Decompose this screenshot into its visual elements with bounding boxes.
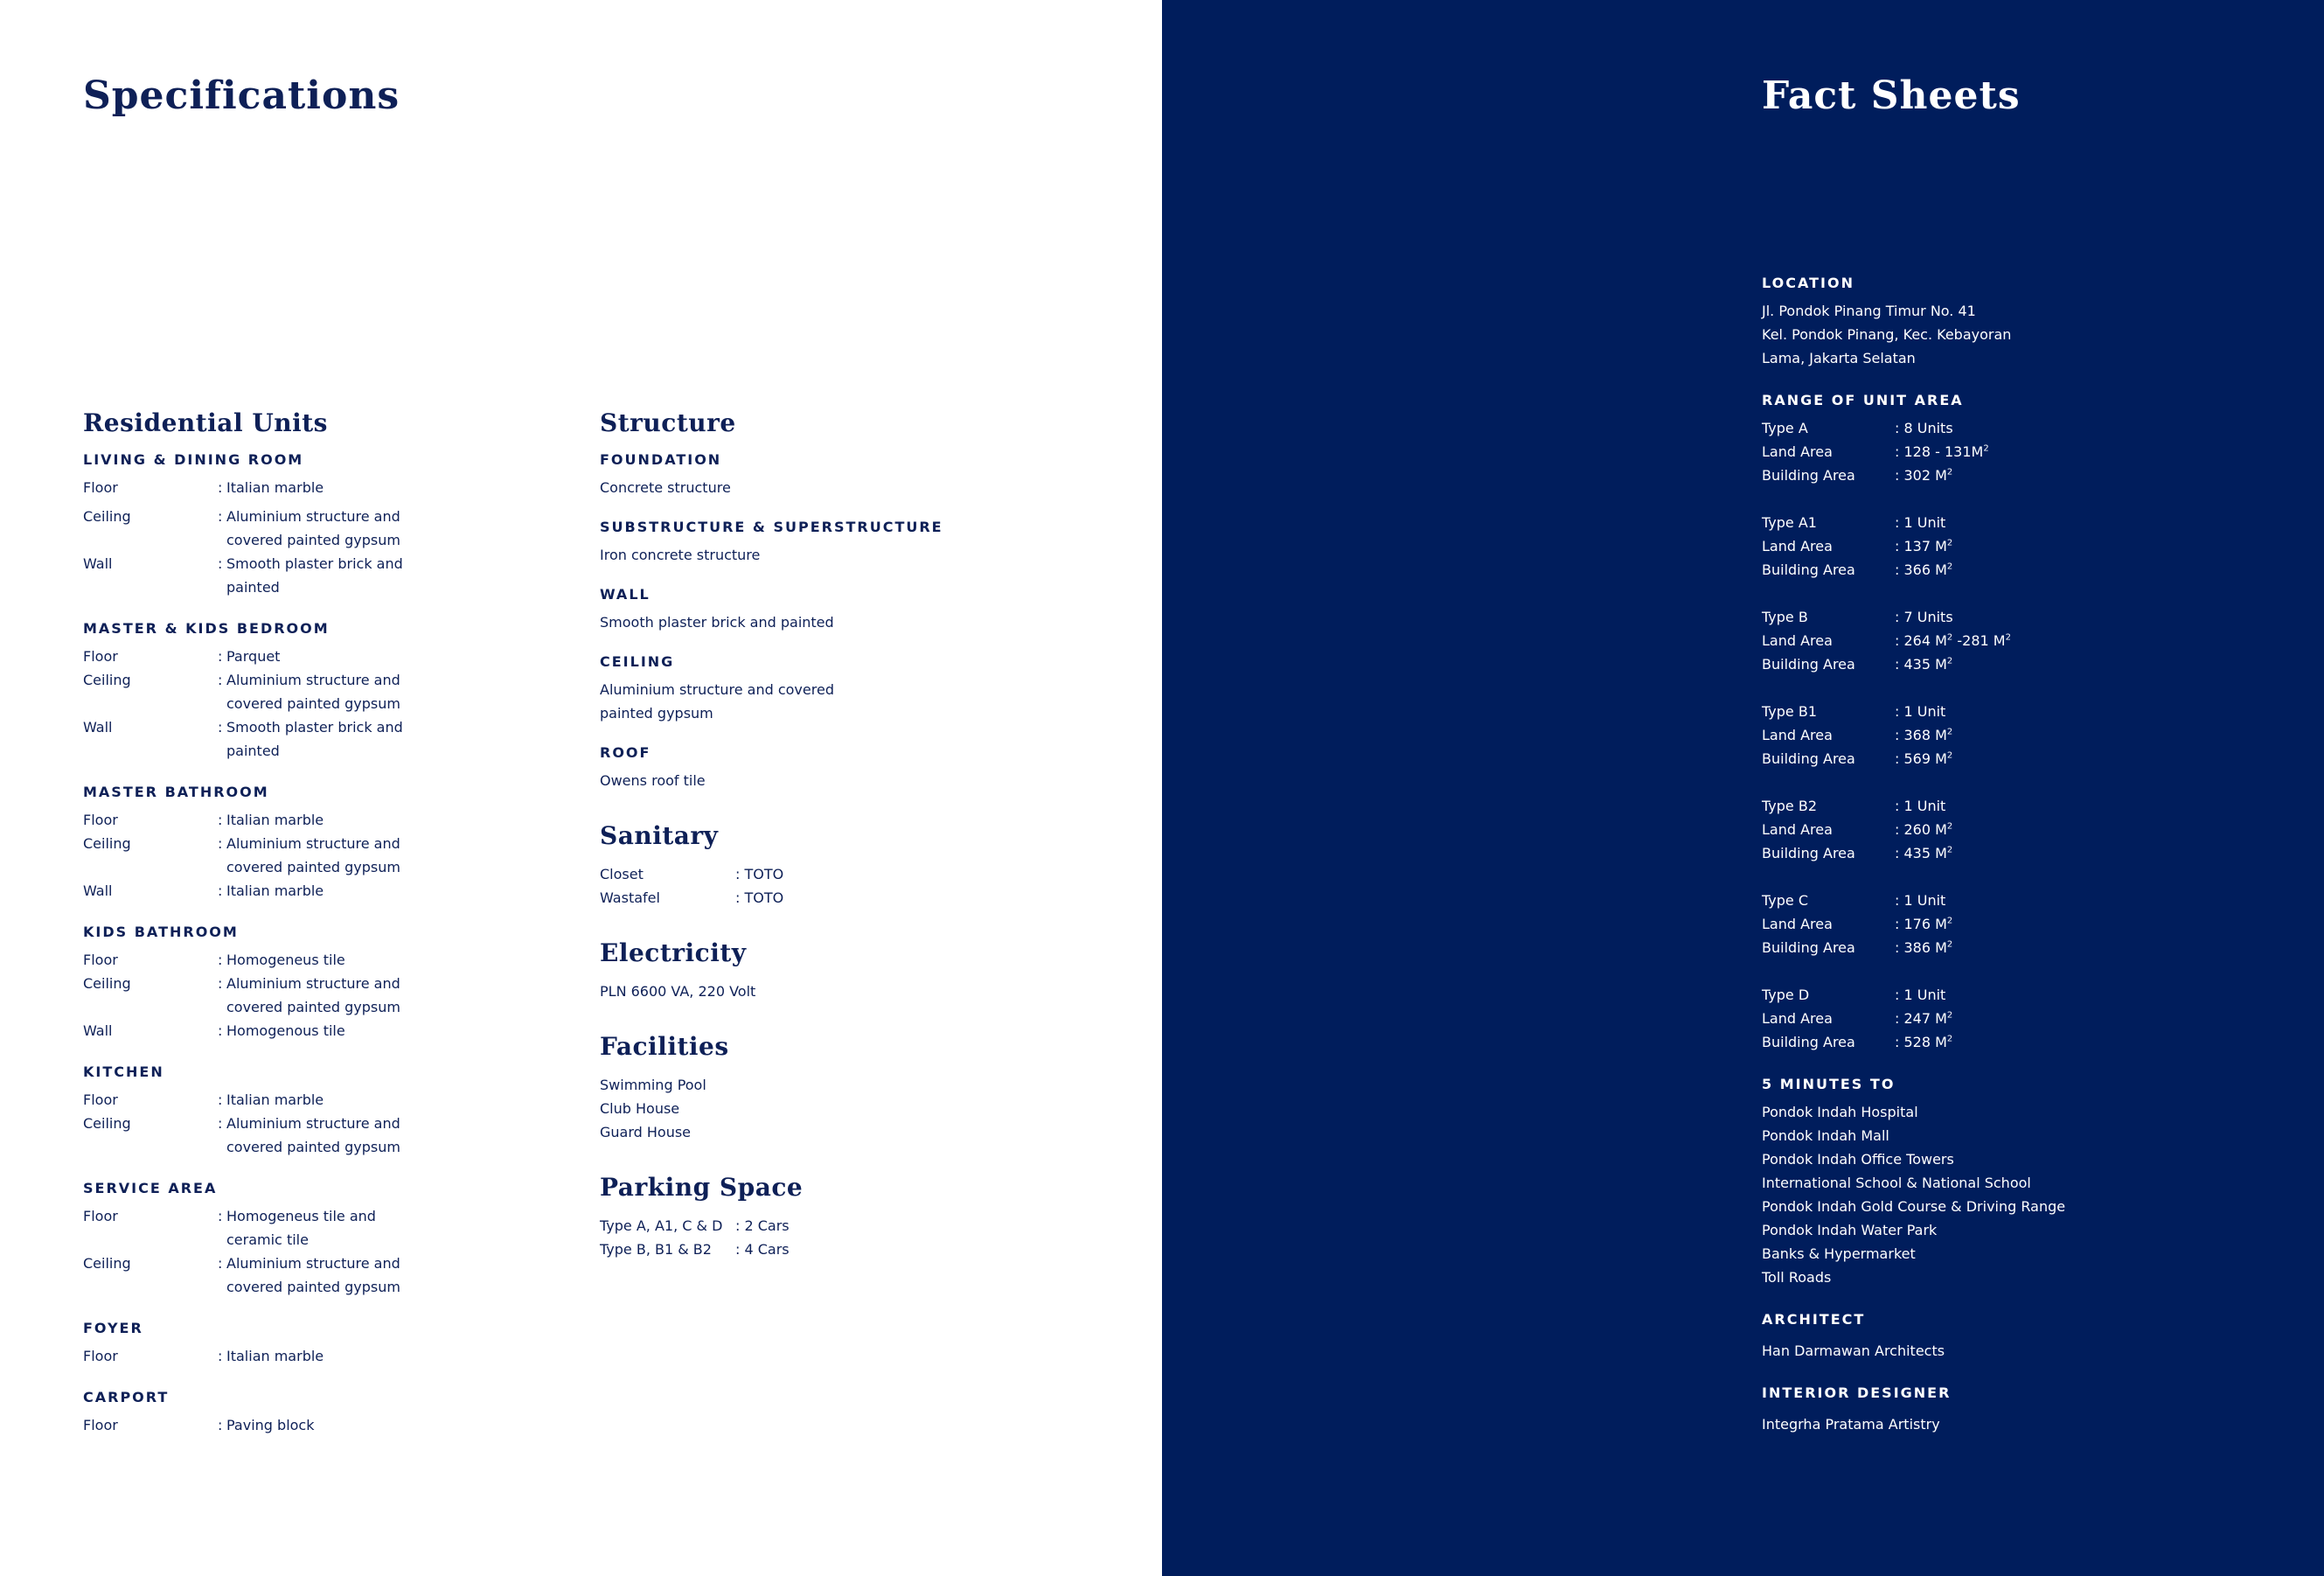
spec-key: Floor	[83, 1091, 118, 1108]
spec-value: : Aluminium structure and covered painted gypsum	[218, 1112, 419, 1159]
facility-item: Club House	[600, 1100, 680, 1117]
unit-count: : 8 Units	[1895, 420, 1953, 436]
structure-item	[600, 655, 1054, 725]
residential-units-column	[83, 408, 503, 1460]
kv-value-text: 2 Cars	[744, 1217, 790, 1234]
spec-key: Ceiling	[83, 672, 131, 688]
room-name: FOYER	[83, 1320, 143, 1336]
building-area-value: : 386 $M^2$	[1895, 939, 1953, 956]
unit-count-text: 1 Unit	[1903, 892, 1946, 909]
spec-value-text: Aluminium structure and covered painted gypsum	[226, 1255, 400, 1295]
unit-type-row	[1762, 983, 2286, 1007]
unit-type-name: Type B1	[1762, 703, 1817, 720]
structure-column	[600, 408, 1054, 1261]
spec-value-text: Homogenous tile	[226, 1022, 345, 1039]
unit-count: : 1 Unit	[1895, 892, 1946, 909]
spec-row	[83, 1112, 503, 1159]
minutes-label: 5 MINUTES TO	[1762, 1076, 1896, 1092]
structure-value: Iron concrete structure	[600, 547, 761, 563]
room-group	[83, 925, 503, 1043]
architect-value: Han Darmawan Architects	[1762, 1342, 1945, 1359]
nearby-list	[1762, 1100, 2286, 1289]
spec-row	[83, 808, 503, 832]
spec-key: Floor	[83, 1208, 118, 1224]
room-group	[83, 785, 503, 903]
kv-value: : 2 Cars	[735, 1217, 790, 1234]
unit-count: : 7 Units	[1895, 609, 1953, 625]
land-area-label: Land Area	[1762, 727, 1833, 743]
unit-count: : 1 Unit	[1895, 798, 1946, 814]
unit-count: : 1 Unit	[1895, 514, 1946, 531]
building-area-text: 528 M	[1903, 1034, 1947, 1050]
building-area-row	[1762, 464, 2286, 487]
spec-value: : Aluminium structure and covered painted gypsum	[218, 972, 419, 1019]
spec-value-text: Smooth plaster brick and painted	[226, 555, 403, 596]
room-name: KITCHEN	[83, 1063, 164, 1080]
spec-key: Floor	[83, 952, 118, 968]
room-group	[83, 1321, 503, 1368]
spec-key: Floor	[83, 479, 118, 496]
building-area-label: Building Area	[1762, 561, 1855, 578]
section-title-electricity: Electricity	[600, 938, 747, 967]
room-name: MASTER BATHROOM	[83, 784, 269, 800]
unit-type-block	[1762, 416, 2286, 487]
spec-key: Wall	[83, 1022, 113, 1039]
room-name: KIDS BATHROOM	[83, 924, 239, 940]
building-area-text: 366 M	[1903, 561, 1947, 578]
unit-count-text: 1 Unit	[1903, 514, 1946, 531]
kv-value-text: 4 Cars	[744, 1241, 790, 1258]
location-label: LOCATION	[1762, 275, 1854, 291]
nearby-item: Banks & Hypermarket	[1762, 1245, 1916, 1262]
structure-item	[600, 520, 1054, 567]
spec-value-text: Aluminium structure and covered painted gypsum	[226, 508, 400, 548]
spec-key: Wall	[83, 555, 113, 572]
spec-value: : Homogenous tile	[218, 1019, 419, 1043]
spec-row	[83, 972, 503, 1019]
electricity-value: PLN 6600 VA, 220 Volt	[600, 983, 756, 1000]
land-area-value: : 247 $M^2$	[1895, 1010, 1953, 1027]
unit-type-name: Type A1	[1762, 514, 1817, 531]
spec-row	[83, 1344, 503, 1368]
spec-value-text: Aluminium structure and covered painted gypsum	[226, 835, 400, 875]
section-title-residential: Residential Units	[83, 408, 328, 437]
nearby-item: Pondok Indah Water Park	[1762, 1222, 1938, 1238]
unit-type-block	[1762, 605, 2286, 676]
spec-row	[83, 668, 503, 715]
spec-value-text: Aluminium structure and covered painted gypsum	[226, 975, 400, 1015]
unit-type-name: Type B2	[1762, 798, 1817, 814]
room-name: MASTER & KIDS BEDROOM	[83, 620, 330, 637]
kv-row	[600, 862, 1054, 886]
land-area-text: 137 M	[1903, 538, 1947, 554]
spec-row	[83, 715, 503, 763]
land-area-row	[1762, 440, 2286, 464]
building-area-value: : 366 $M^2$	[1895, 561, 1953, 578]
building-area-value: : 528 $M^2$	[1895, 1034, 1953, 1050]
unit-count: : 1 Unit	[1895, 703, 1946, 720]
structure-value: Smooth plaster brick and painted	[600, 614, 834, 631]
spec-key: Ceiling	[83, 1255, 131, 1272]
structure-name: FOUNDATION	[600, 451, 722, 468]
room-group	[83, 453, 503, 599]
unit-type-name: Type C	[1762, 892, 1809, 909]
parking-list	[600, 1214, 1054, 1261]
land-area-text: 247 M	[1903, 1010, 1947, 1027]
room-group	[83, 622, 503, 763]
kv-value-text: TOTO	[744, 866, 784, 882]
land-area-label: Land Area	[1762, 821, 1833, 838]
section-title-facilities: Facilities	[600, 1032, 729, 1061]
spec-key: Floor	[83, 648, 118, 665]
building-area-row	[1762, 558, 2286, 582]
spec-key: Floor	[83, 812, 118, 828]
spec-value-text: Italian marble	[226, 1348, 324, 1364]
range-label: RANGE OF UNIT AREA	[1762, 392, 1964, 408]
building-area-row	[1762, 1030, 2286, 1054]
spec-key: Wall	[83, 719, 113, 736]
spec-row	[83, 1088, 503, 1112]
unit-type-block	[1762, 794, 2286, 865]
spec-key: Ceiling	[83, 1115, 131, 1132]
spec-key: Ceiling	[83, 975, 131, 992]
building-area-label: Building Area	[1762, 656, 1855, 673]
room-list	[83, 453, 503, 1437]
room-group	[83, 1065, 503, 1159]
unit-type-list	[1762, 416, 2286, 1054]
structure-value: Owens roof tile	[600, 772, 706, 789]
kv-value: : TOTO	[735, 866, 784, 882]
spec-value: : Paving block	[218, 1413, 419, 1437]
building-area-label: Building Area	[1762, 1034, 1855, 1050]
unit-type-block	[1762, 983, 2286, 1054]
building-area-label: Building Area	[1762, 467, 1855, 484]
nearby-item: Pondok Indah Hospital	[1762, 1104, 1918, 1120]
land-area-value: : 260 $M^2$	[1895, 821, 1953, 838]
spec-value-text: Aluminium structure and covered painted gypsum	[226, 672, 400, 712]
land-area-text: 368 M	[1903, 727, 1947, 743]
structure-item	[600, 588, 1054, 634]
building-area-label: Building Area	[1762, 845, 1855, 861]
unit-type-row	[1762, 700, 2286, 723]
kv-value: : TOTO	[735, 889, 784, 906]
unit-type-row	[1762, 511, 2286, 534]
facilities-list	[600, 1073, 1054, 1144]
room-name: SERVICE AREA	[83, 1180, 218, 1196]
unit-type-row	[1762, 889, 2286, 912]
spec-row	[83, 552, 503, 599]
kv-value-text: TOTO	[744, 889, 784, 906]
spec-row	[83, 1019, 503, 1043]
spec-row	[83, 1252, 503, 1299]
land-area-value: : 368 $M^2$	[1895, 727, 1953, 743]
unit-type-row	[1762, 416, 2286, 440]
building-area-text: 435 M	[1903, 656, 1947, 673]
spec-value: : Smooth plaster brick and painted	[218, 715, 419, 763]
range-block	[1762, 394, 2286, 1054]
unit-type-block	[1762, 700, 2286, 771]
unit-count-text: 1 Unit	[1903, 987, 1946, 1003]
structure-name: SUBSTRUCTURE & SUPERSTRUCTURE	[600, 519, 943, 535]
nearby-item: Pondok Indah Mall	[1762, 1127, 1889, 1144]
nearby-item: Pondok Indah Office Towers	[1762, 1151, 1954, 1168]
location-block	[1762, 276, 2286, 370]
location-line: Lama, Jakarta Selatan	[1762, 350, 1916, 366]
land-area-value: : 176 $M^2$	[1895, 916, 1953, 932]
spec-key: Ceiling	[83, 508, 131, 525]
spec-row	[83, 476, 503, 499]
building-area-value: : 302 $M^2$	[1895, 467, 1953, 484]
kv-key: Closet	[600, 866, 644, 882]
land-area-row	[1762, 912, 2286, 936]
land-area-text: 281 M	[1962, 632, 2006, 649]
spec-value: : Aluminium structure and covered painted gypsum	[218, 1252, 419, 1299]
page-title: Specifications	[83, 73, 400, 118]
building-area-row	[1762, 747, 2286, 771]
land-area-text: 128 - 131M	[1903, 443, 1984, 460]
land-area-row	[1762, 629, 2286, 652]
location-line: Jl. Pondok Pinang Timur No. 41	[1762, 303, 1976, 319]
land-area-label: Land Area	[1762, 916, 1833, 932]
land-area-text: 260 M	[1903, 821, 1947, 838]
spec-value-text: Italian marble	[226, 479, 324, 496]
spec-value: : Smooth plaster brick and painted	[218, 552, 419, 599]
structure-value: Concrete structure	[600, 479, 731, 496]
land-area-row	[1762, 534, 2286, 558]
kv-key: Type B, B1 & B2	[600, 1241, 712, 1258]
spec-value-text: Aluminium structure and covered painted gypsum	[226, 1115, 400, 1155]
land-area-row	[1762, 1007, 2286, 1030]
spec-value-text: Italian marble	[226, 812, 324, 828]
building-area-row	[1762, 936, 2286, 959]
kv-row	[600, 1214, 1054, 1238]
spec-key: Wall	[83, 882, 113, 899]
unit-count-text: 7 Units	[1903, 609, 1953, 625]
unit-count: : 1 Unit	[1895, 987, 1946, 1003]
unit-type-name: Type B	[1762, 609, 1808, 625]
building-area-text: 569 M	[1903, 750, 1947, 767]
section-title-structure: Structure	[600, 408, 736, 437]
unit-type-name: Type D	[1762, 987, 1810, 1003]
land-area-row	[1762, 818, 2286, 841]
interior-block	[1762, 1386, 2286, 1436]
spec-value: : Aluminium structure and covered painted gypsum	[218, 668, 419, 715]
building-area-text: 435 M	[1903, 845, 1947, 861]
section-title-parking: Parking Space	[600, 1173, 804, 1202]
spec-value: : Italian marble	[218, 476, 419, 499]
spec-value-text: Homogeneus tile	[226, 952, 345, 968]
structure-item	[600, 453, 1054, 499]
nearby-item: Toll Roads	[1762, 1269, 1832, 1286]
spec-value-text: Parquet	[226, 648, 281, 665]
spec-row	[83, 832, 503, 879]
building-area-value: : 569 $M^2$	[1895, 750, 1953, 767]
building-area-value: : 435 $M^2$	[1895, 656, 1953, 673]
spec-key: Floor	[83, 1417, 118, 1433]
building-area-row	[1762, 841, 2286, 865]
land-area-label: Land Area	[1762, 443, 1833, 460]
spec-value: : Aluminium structure and covered painted gypsum	[218, 832, 419, 879]
spec-row	[83, 645, 503, 668]
interior-value: Integrha Pratama Artistry	[1762, 1416, 1940, 1433]
room-name: CARPORT	[83, 1389, 170, 1405]
spec-key: Floor	[83, 1348, 118, 1364]
architect-block	[1762, 1313, 2286, 1363]
room-group	[83, 1391, 503, 1437]
spec-key: Ceiling	[83, 835, 131, 852]
spec-value-text: Smooth plaster brick and painted	[226, 719, 403, 759]
unit-type-block	[1762, 511, 2286, 582]
unit-type-row	[1762, 605, 2286, 629]
spec-row	[83, 1413, 503, 1437]
facility-item: Guard House	[600, 1124, 692, 1140]
spec-value: : Italian marble	[218, 1344, 419, 1368]
sanitary-list	[600, 862, 1054, 910]
spec-value: : Italian marble	[218, 879, 419, 903]
land-area-label: Land Area	[1762, 1010, 1833, 1027]
unit-count-text: 1 Unit	[1903, 798, 1946, 814]
architect-label: ARCHITECT	[1762, 1311, 1866, 1328]
kv-row	[600, 1238, 1054, 1261]
building-area-label: Building Area	[1762, 939, 1855, 956]
room-group	[83, 1182, 503, 1299]
land-area-value: : 264 $M^2$ -281 $M^2$	[1895, 632, 2011, 649]
unit-type-block	[1762, 889, 2286, 959]
fact-sheets-title: Fact Sheets	[1762, 73, 2021, 118]
spec-value: : Italian marble	[218, 808, 419, 832]
unit-count-text: 8 Units	[1903, 420, 1953, 436]
kv-value: : 4 Cars	[735, 1241, 790, 1258]
building-area-text: 302 M	[1903, 467, 1947, 484]
spec-value: : Parquet	[218, 645, 419, 668]
minutes-block	[1762, 1077, 2286, 1289]
building-area-text: 386 M	[1903, 939, 1947, 956]
unit-type-name: Type A	[1762, 420, 1808, 436]
spec-value-text: Paving block	[226, 1417, 315, 1433]
spec-row	[83, 948, 503, 972]
spec-value: : Italian marble	[218, 1088, 419, 1112]
section-title-sanitary: Sanitary	[600, 821, 719, 850]
spec-value: : Homogeneus tile	[218, 948, 419, 972]
land-area-value: : $128 - 131M^2$	[1895, 443, 1989, 460]
land-area-label: Land Area	[1762, 538, 1833, 554]
structure-name: WALL	[600, 586, 651, 603]
kv-key: Wastafel	[600, 889, 660, 906]
nearby-item: International School & National School	[1762, 1175, 2031, 1191]
fact-sheets-column	[1762, 276, 2286, 1460]
spec-value-text: Italian marble	[226, 882, 324, 899]
spec-row	[83, 505, 503, 552]
kv-row	[600, 886, 1054, 910]
location-line: Kel. Pondok Pinang, Kec. Kebayoran	[1762, 326, 2012, 343]
spec-row	[83, 879, 503, 903]
room-name: LIVING & DINING ROOM	[83, 451, 304, 468]
land-area-text: 176 M	[1903, 916, 1947, 932]
spec-value: : Aluminium structure and covered painted gypsum	[218, 505, 419, 552]
spec-value-text: Homogeneus tile and ceramic tile	[226, 1208, 376, 1248]
building-area-row	[1762, 652, 2286, 676]
structure-list	[600, 453, 1054, 792]
unit-count-text: 1 Unit	[1903, 703, 1946, 720]
building-area-value: : 435 $M^2$	[1895, 845, 1953, 861]
interior-label: INTERIOR DESIGNER	[1762, 1384, 1952, 1401]
nearby-item: Pondok Indah Gold Course & Driving Range	[1762, 1198, 2066, 1215]
unit-type-row	[1762, 794, 2286, 818]
structure-name: ROOF	[600, 744, 651, 761]
land-area-row	[1762, 723, 2286, 747]
spec-value: : Homogeneus tile and ceramic tile	[218, 1204, 419, 1252]
structure-item	[600, 746, 1054, 792]
spec-row	[83, 1204, 503, 1252]
kv-key: Type A, A1, C & D	[600, 1217, 723, 1234]
structure-name: CEILING	[600, 653, 675, 670]
fact-sheets-page	[1162, 0, 2324, 1576]
structure-value: painted gypsum	[600, 705, 713, 722]
building-area-label: Building Area	[1762, 750, 1855, 767]
facility-item: Swimming Pool	[600, 1077, 706, 1093]
land-area-text: 264 M	[1903, 632, 1947, 649]
structure-value: Aluminium structure and covered	[600, 681, 834, 698]
land-area-value: : 137 $M^2$	[1895, 538, 1953, 554]
spec-value-text: Italian marble	[226, 1091, 324, 1108]
land-area-label: Land Area	[1762, 632, 1833, 649]
